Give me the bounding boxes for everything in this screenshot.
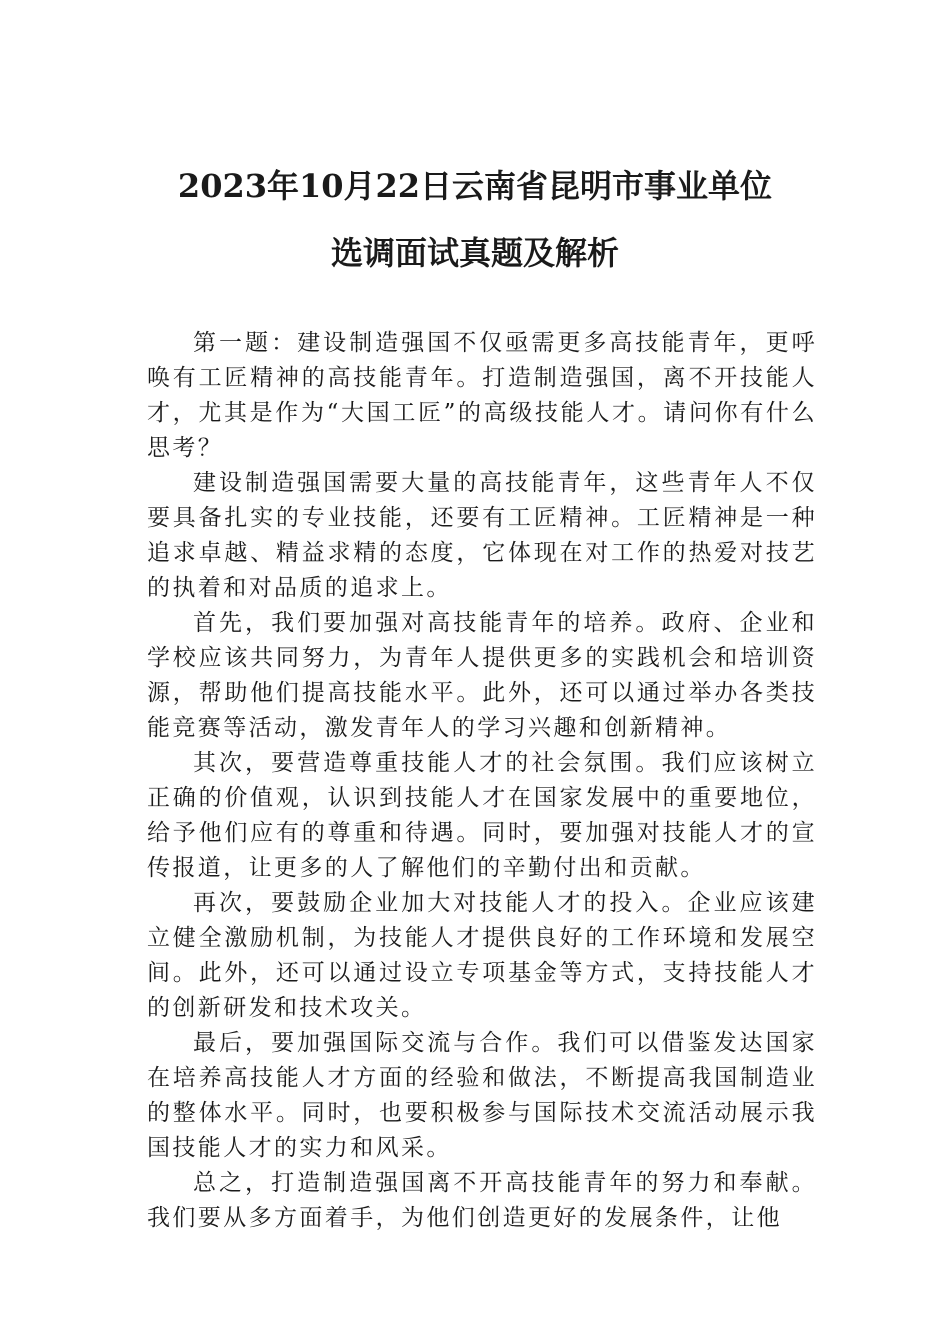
- answer-third-point-paragraph: 再次，要鼓励企业加大对技能人才的投入。企业应该建立健全激励机制，为技能人才提供良好的工作环境和发展空间。此外，还可以通过设立专项基金等方式，支持技能人才的创新研发和技术攻关。: [147, 890, 817, 1021]
- document-body: [147, 326, 817, 1236]
- answer-first-point-paragraph: 首先，我们要加强对高技能青年的培养。政府、企业和学校应该共同努力，为青年人提供更多的实践机会和培训资源，帮助他们提高技能水平。此外，还可以通过举办各类技能竞赛等活动，激发青年人的学习兴趣和创新精神。: [147, 610, 817, 741]
- document-title-line-2: 选调面试真题及解析: [330, 234, 619, 272]
- question-paragraph: 第一题：建设制造强国不仅亟需更多高技能青年，更呼唤有工匠精神的高技能青年。打造制造强国，离不开技能人才，尤其是作为“大国工匠”的高级技能人才。请问你有什么思考？: [147, 330, 817, 461]
- answer-second-point-paragraph: 其次，要营造尊重技能人才的社会氛围。我们应该树立正确的价值观，认识到技能人才在国家发展中的重要地位，给予他们应有的尊重和待遇。同时，要加强对技能人才的宣传报道，让更多的人了解他们的辛勤付出和贡献。: [147, 750, 817, 881]
- answer-fourth-point-paragraph: 最后，要加强国际交流与合作。我们可以借鉴发达国家在培养高技能人才方面的经验和做法，不断提高我国制造业的整体水平。同时，也要积极参与国际技术交流活动展示我国技能人才的实力和风采。: [147, 1030, 817, 1161]
- answer-conclusion-paragraph: 总之，打造制造强国离不开高技能青年的努力和奉献。我们要从多方面着手，为他们创造更好的发展条件，让他: [147, 1170, 817, 1231]
- answer-intro-paragraph: 建设制造强国需要大量的高技能青年，这些青年人不仅要具备扎实的专业技能，还要有工匠精神。工匠精神是一种追求卓越、精益求精的态度，它体现在对工作的热爱对技艺的执着和对品质的追求上。: [147, 470, 817, 601]
- document-title-line-1: 2023年10月22日云南省昆明市事业单位: [177, 167, 773, 205]
